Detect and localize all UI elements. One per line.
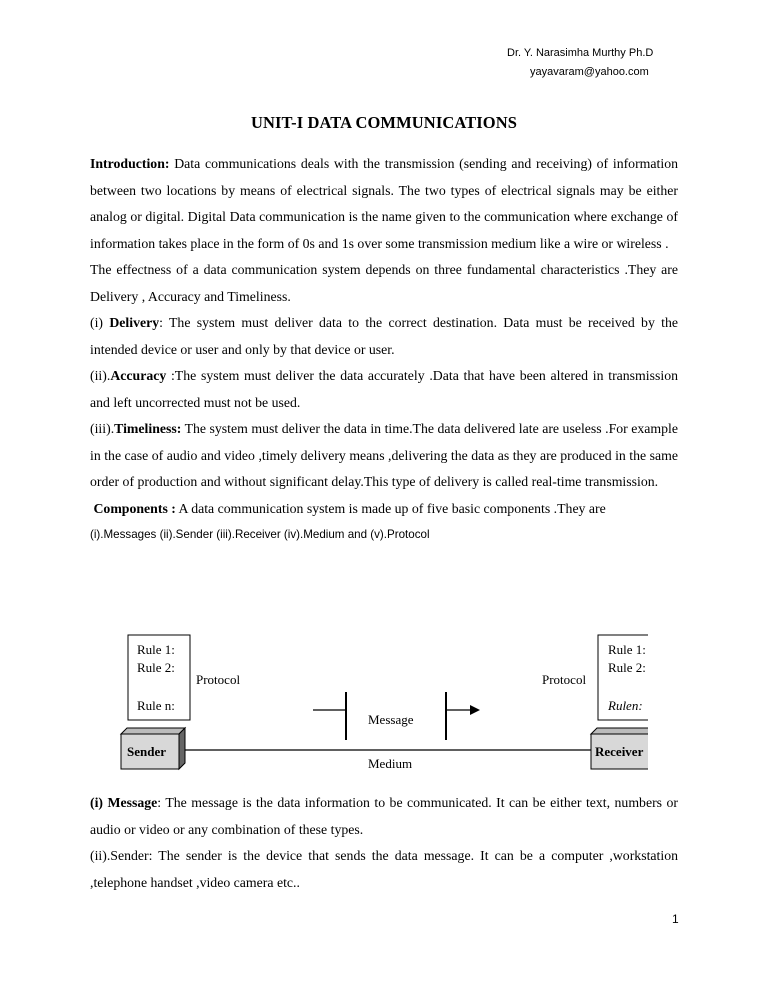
accuracy-paragraph: (ii).Accuracy :The system must deliver the data accurately .Data that have been altered in transmission and left uncorrected must not be used. <box>90 368 678 410</box>
timeliness-paragraph: (iii).Timeliness: The system must deliver the data in time.The data delivered late are useless .For example in the case of audio and video ,timely delivery means ,delivering the data as they are produced in the same order of production and without significant delay.This type of delivery is called real-time transmission. <box>90 421 678 489</box>
left-rule-2: Rule 2: <box>137 660 175 675</box>
right-rule-1: Rule 1: <box>608 642 646 657</box>
page-number: 1 <box>672 912 679 926</box>
author-header <box>507 44 653 82</box>
right-protocol-label: Protocol <box>542 672 587 687</box>
message-arrow-icon <box>470 705 480 715</box>
medium-label: Medium <box>368 756 413 771</box>
main-text <box>90 151 678 549</box>
intro-paragraph: Introduction: Data communications deals with the transmission (sending and receiving) of information between two locations by means of electrical signals. The two types of electrical signals may be either analog or digital. Digital Data communication is the name given to the communication where exchange of information takes place in the form of 0s and 1s over some transmission medium like a wire or wireless . <box>90 156 678 251</box>
left-rule-1: Rule 1: <box>137 642 175 657</box>
sender-label: Sender <box>127 744 166 759</box>
right-rule-2: Rule 2: <box>608 660 646 675</box>
page-title: UNIT-I DATA COMMUNICATIONS <box>250 113 517 132</box>
author-email: yayavaram@yahoo.com <box>530 66 649 78</box>
receiver-label: Receiver <box>595 744 644 759</box>
sender-paragraph: (ii).Sender: The sender is the device that sends the data message. It can be a computer ,workstation ,telephone handset ,video camera etc.. <box>90 848 678 890</box>
definitions-text <box>90 790 678 896</box>
communication-diagram <box>118 630 648 780</box>
components-list: (i).Messages (ii).Sender (iii).Receiver (iv).Medium and (v).Protocol <box>90 528 430 541</box>
message-paragraph: (i) Message: The message is the data information to be communicated. It can be either text, numbers or audio or video or any combination of these types. <box>90 795 678 837</box>
message-label: Message <box>368 712 414 727</box>
left-protocol-label: Protocol <box>196 672 241 687</box>
right-rule-n: Rulen: <box>608 698 643 713</box>
effectiveness-paragraph: The effectness of a data communication system depends on three fundamental characteristics .They are Delivery , Accuracy and Timeliness. <box>90 262 678 304</box>
author-name: Dr. Y. Narasimha Murthy Ph.D <box>507 47 654 59</box>
left-rule-n: Rule n: <box>137 698 175 713</box>
components-paragraph: Components : A data communication system is made up of five basic components .They are <box>93 500 606 516</box>
delivery-paragraph: (i) Delivery: The system must deliver data to the correct destination. Data must be received by the intended device or user and only by that device or user. <box>90 315 678 357</box>
